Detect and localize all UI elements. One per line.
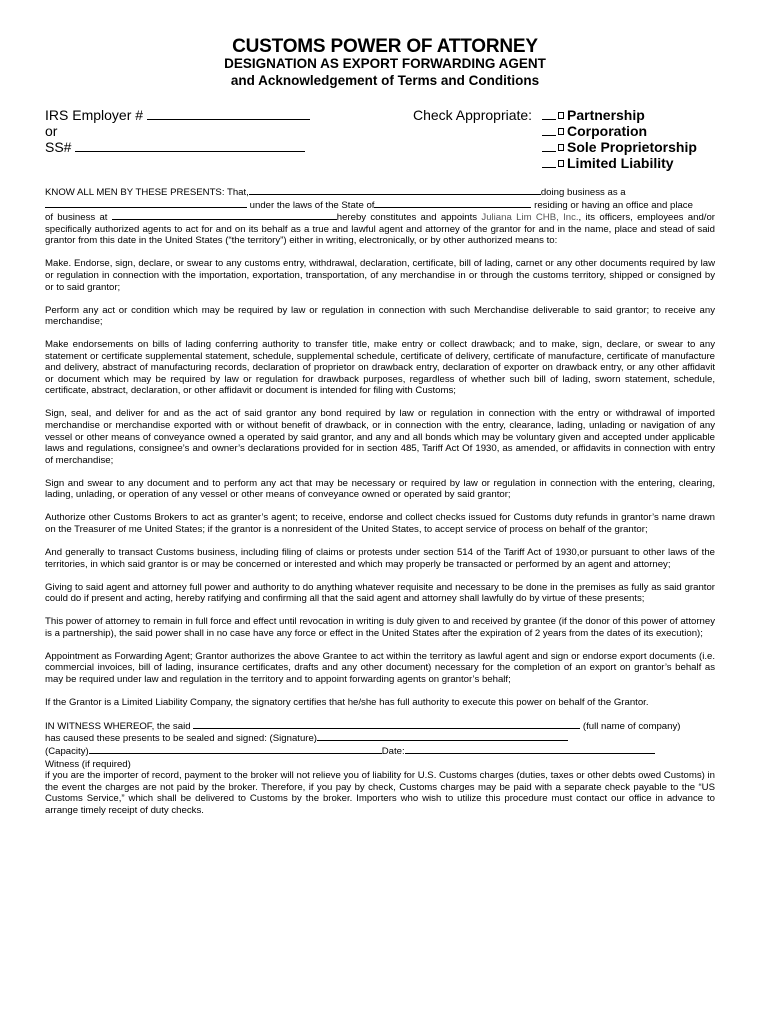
paragraph-6: Sign and swear to any document and to perform any act that may be necessary or required by law or regulation in connection with the entering, clearing, lading, unlading, or operation of any vessel or other means of conveyance owned or operated by said grantor; xyxy=(45,477,715,501)
witness-block: IN WITNESS WHEREOF, the said (full name of company) has caused these presents to be sealed and signed: (Signature) (Capacity) Date: Witness (if required) xyxy=(45,720,681,770)
paragraph-final: if you are the importer of record, payment to the broker will not relieve you of liability for U.S. Customs charges (duties, taxes or other debts owed Customs) in the event the charges are not paid by the broker. Therefore, if you pay by check, Customs charges may be paid with a separate check payable to the “US Customs Service,” which shall be delivered to Customs by the broker. Importers who wish to utilize this procedure must contact our office in advance to arrange timely receipt of duty checks. xyxy=(45,770,715,817)
paragraph-3: Perform any act or condition which may be required by law or regulation in connection with such Merchandise deliverable to said grantor; to receive any merchandise; xyxy=(45,304,715,328)
checkbox[interactable] xyxy=(558,112,564,119)
date-field[interactable] xyxy=(405,745,655,754)
document-subtitle-2: and Acknowledgement of Terms and Conditions xyxy=(230,73,540,88)
checkbox[interactable] xyxy=(558,128,564,135)
paragraph-12: If the Grantor is a Limited Liability Company, the signatory certifies that he/she has full authority to execute this power on behalf of the Grantor. xyxy=(45,696,649,708)
checkbox[interactable] xyxy=(558,144,564,151)
state-field[interactable] xyxy=(374,199,531,208)
company-name-field[interactable] xyxy=(193,720,580,729)
paragraph-2: Make. Endorse, sign, declare, or swear to any customs entry, withdrawal, declaration, certificate, bill of lading, carnet or any other documents required by law or regulation in connection with the importation, exportation, transportation, of any merchandise in or through the customs territory, shipped or consigned by or to said grantor; xyxy=(45,258,715,293)
paragraph-grantor: KNOW ALL MEN BY THESE PRESENTS: That, doing business as a under the laws of the State of residing or having an office and place of business at hereby constitutes and appoints Juliana Lim CHB, Inc., its officers, employees and/or specifically authorized agents to act for and on its behalf as a true and lawful agent and attorney of the grantor for and in the name, place and stead of said grantor from this date in the United States (“the territory”) either in writing, electronically, or by other authorized means to: xyxy=(45,187,715,247)
document-title: CUSTOMS POWER OF ATTORNEY xyxy=(232,36,538,57)
paragraph-11: Appointment as Forwarding Agent; Grantor authorizes the above Grantee to act within the territory as lawful agent and sign or endorse export documents (i.e. commercial invoices, bill of lading, insurance certificates, drafts and any other document) necessary for the completion of an export on grantor’s behalf as may be required under law and regulation in the territory and to appoint forwarding agents on grantor’s behalf; xyxy=(45,650,715,685)
capacity-field[interactable] xyxy=(89,745,382,754)
business-type-field[interactable] xyxy=(45,199,247,208)
agent-name: Juliana Lim CHB, Inc. xyxy=(481,212,579,224)
irs-label: IRS Employer # xyxy=(45,107,144,123)
irs-field[interactable] xyxy=(147,109,310,120)
ss-label: SS# xyxy=(45,139,72,155)
business-address-field[interactable] xyxy=(112,211,337,220)
paragraph-7: Authorize other Customs Brokers to act as granter’s agent; to receive, endorse and collect checks issued for Customs duty refunds in grantor’s name drawn on the Treasurer of me United States; if the grantor is a nonresident of the United States, to accept service of process on behalf of the grantor; xyxy=(45,512,715,535)
paragraph-8: And generally to transact Customs business, including filing of claims or protests under section 514 of the Tariff Act of 1930,or pursuant to other laws of the territories, in which said grantor is or may be concerned or interested and which may properly be transacted or performed by an agent and attorney; xyxy=(45,546,715,570)
document-subtitle: DESIGNATION AS EXPORT FORWARDING AGENT xyxy=(224,56,546,71)
paragraph-4: Make endorsements on bills of lading conferring authority to transfer title, make entry or collect drawback; and to make, sign, declare, or swear to any statement or certificate supplemental statement, schedule, supplemental schedule, certificate of delivery, certificate of manufacture, certificate of manufacture and delivery, abstract of manufacturing records, declaration of proprietor on drawback entry, declaration of exporter on drawback entry, or any other affidavit or document which may be required by law or regulation for drawback purposes, regardless of whether such bill of lading, sworn statement, schedule, certificate, abstract, declaration, or other affidavit or document is intended for filing with Customs; xyxy=(45,339,715,397)
paragraph-5: Sign, seal, and deliver for and as the act of said grantor any bond required by law or regulation in connection with the entry or withdrawal of imported merchandise or merchandise exported with or without benefit of drawback, or in connection with the entry, clearance, lading, unlading or navigation of any vessel or other means of conveyance owned a operated by said grantor, and any and all bonds which may be voluntary given and accepted under applicable laws and regulations, consignee’s and owner’s declarations provided for in section 485, Tariff Act Of 1930, as amended, or affidavits in connection with entry of merchandise; xyxy=(45,408,715,466)
identifier-block xyxy=(45,107,310,155)
option-corporation[interactable]: Corporation xyxy=(542,123,697,139)
paragraph-10: This power of attorney to remain in full force and effect until revocation in writing is duly given to and received by grantee (if the donor of this power of attorney is a partnership), the said power shall in no case have any force or effect in the United States after the expiration of 2 years from the dates of its execution); xyxy=(45,616,715,639)
option-sole-proprietorship[interactable]: Sole Proprietorship xyxy=(542,139,697,155)
option-limited-liability[interactable]: Limited Liability xyxy=(542,155,697,171)
entity-type-options xyxy=(542,107,697,171)
check-appropriate-label: Check Appropriate: xyxy=(413,107,533,123)
or-label: or xyxy=(45,123,58,139)
option-partnership[interactable]: Partnership xyxy=(542,107,697,123)
checkbox[interactable] xyxy=(558,160,564,167)
document-body xyxy=(45,186,715,828)
paragraph-9: Giving to said agent and attorney full power and authority to do anything whatever requisite and necessary to be done in the premises as fully as said grantor could do if present and acting, hereby ratifying and confirming all that the said agent and attorney shall lawfully do by virtue of these presents; xyxy=(45,581,715,605)
ss-field[interactable] xyxy=(75,141,305,152)
signature-field[interactable] xyxy=(317,732,568,741)
grantor-name-field[interactable] xyxy=(249,186,541,195)
